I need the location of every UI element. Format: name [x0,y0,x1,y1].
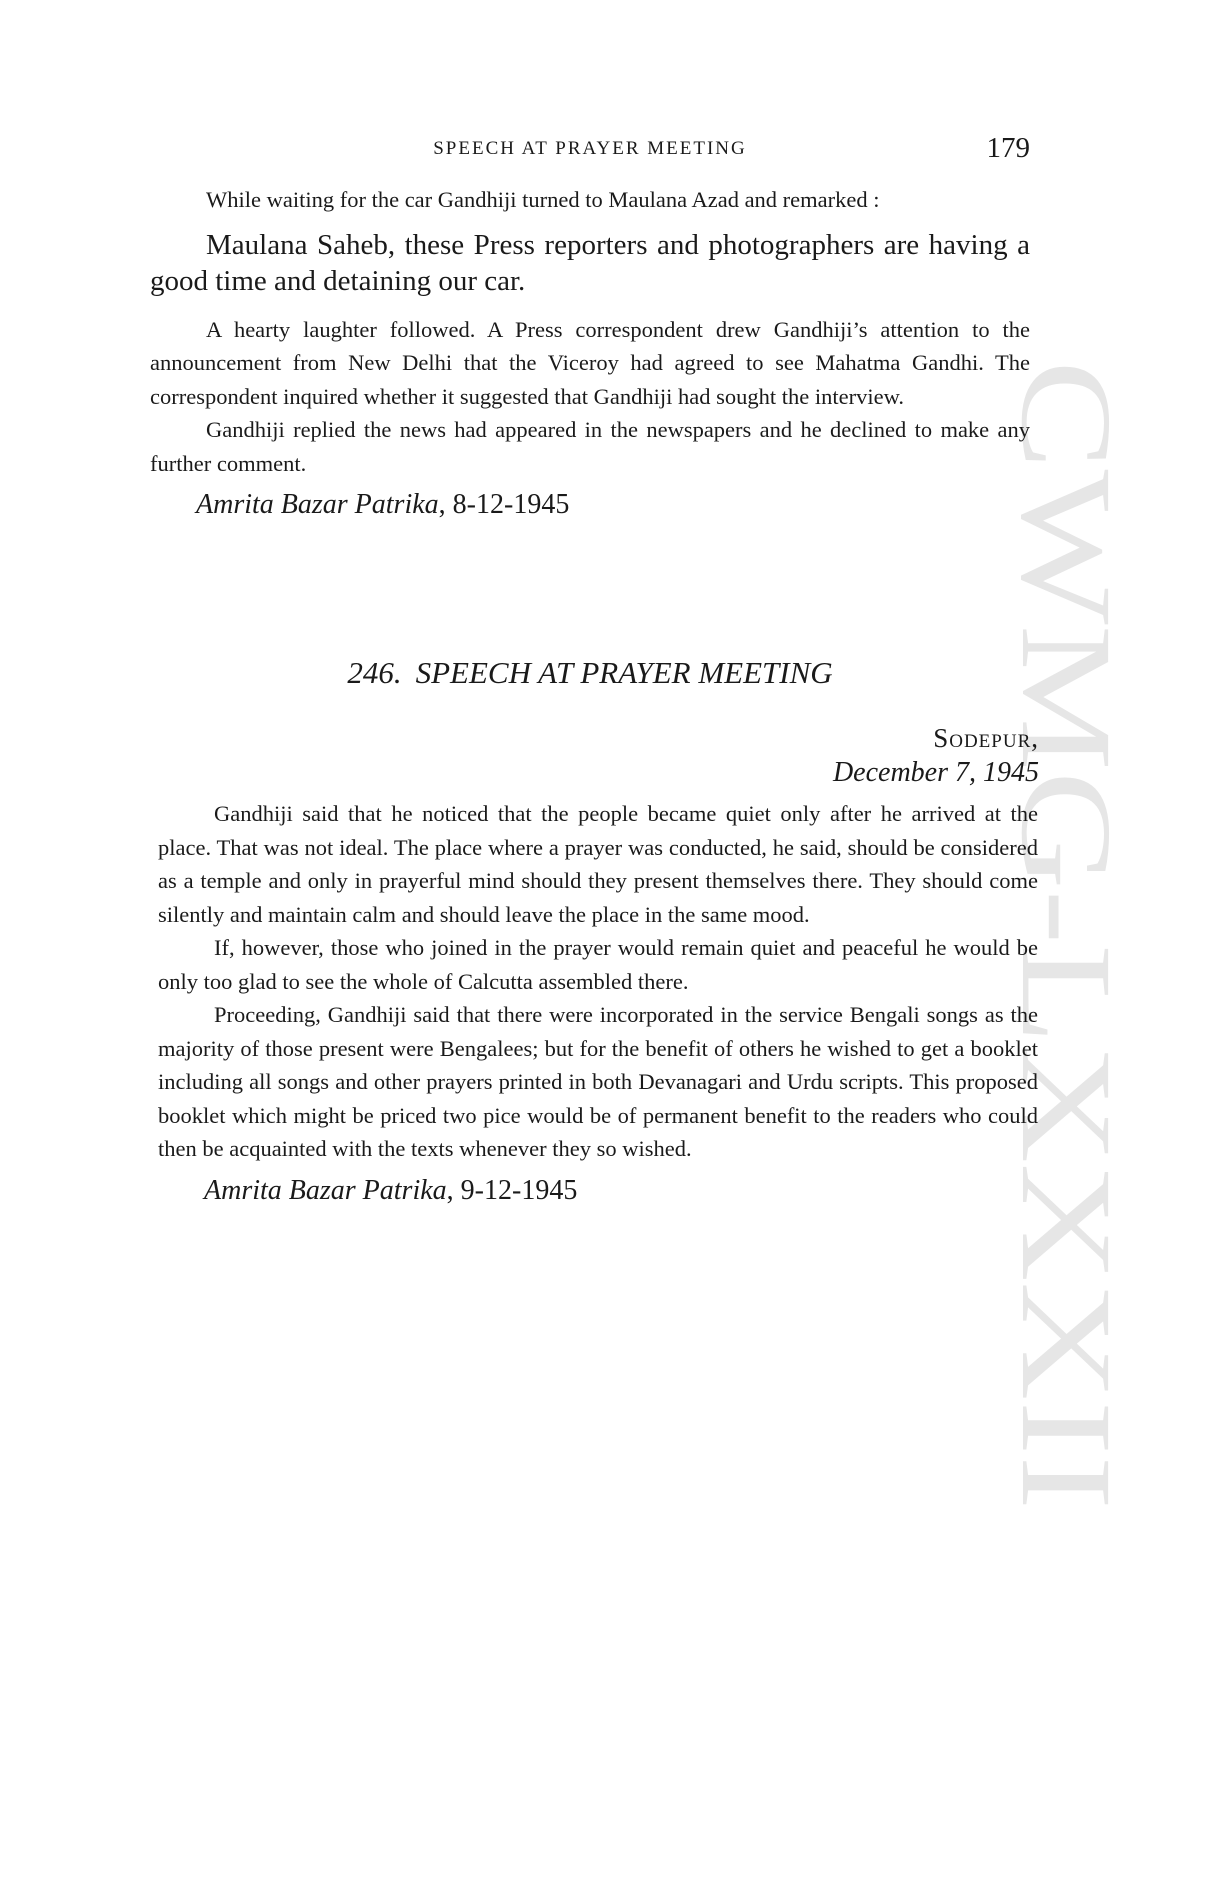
paragraph: Proceeding, Gandhiji said that there were incorporated in the service Bengali songs as the majority of those present were Bengalees; but for the benefit of others he wished to get a booklet including all songs and other prayers printed in both Devanagari and Urdu scripts. This proposed booklet which might be priced two pice would be of permanent benefit to the readers who could then be acquainted with the texts whenever they so wished. [158,1002,1038,1161]
source-date: , 9-12-1945 [446,1174,578,1206]
section-title: SPEECH AT PRAYER MEETING [415,655,833,690]
watermark-text: CWMG-LXXXII [994,360,1115,1270]
source-date: , 8-12-1945 [438,489,570,520]
paragraph: A hearty laughter followed. A Press correspondent drew Gandhiji’s attention to the announcement from New Delhi that the Viceroy had agreed to see Mahatma Gandhi. The correspondent inquired whether it suggested that Gandhiji had sought the interview. [150,316,1030,409]
source-publication: Amrita Bazar Patrika [204,1174,447,1206]
source-publication: Amrita Bazar Patrika [196,489,439,520]
dateline-date: December 7, 1945 [832,757,1039,788]
source-citation [150,488,1030,522]
source-citation [158,1174,1038,1208]
page-number: 179 [986,132,1030,164]
section-heading [150,655,1030,691]
intro-paragraph: While waiting for the car Gandhiji turned to Maulana Azad and remarked : [206,187,880,212]
page-header [150,132,1030,172]
running-title: SPEECH AT PRAYER MEETING [433,138,747,159]
paragraph: Gandhiji said that he noticed that the people became quiet only after he arrived at the place. That was not ideal. The place where a prayer was conducted, he said, should be considered as a temple and only in prayerful mind should they present themselves there. They should come silently and maintain calm and should leave the place in the same mood. [158,801,1038,927]
dateline-place: Sodepur, [933,723,1039,753]
section-2-body [158,797,1038,1207]
section-number: 246. [347,655,402,690]
paragraph: If, however, those who joined in the prayer would remain quiet and peaceful he would be only too glad to see the whole of Calcutta assembled there. [158,935,1038,994]
paragraph: Gandhiji replied the news had appeared in the newspapers and he declined to make any further comment. [150,417,1030,476]
section-1 [150,183,1030,522]
block-quote: Maulana Saheb, these Press reporters and photographers are having a good time and detaining our car. [150,228,1030,297]
